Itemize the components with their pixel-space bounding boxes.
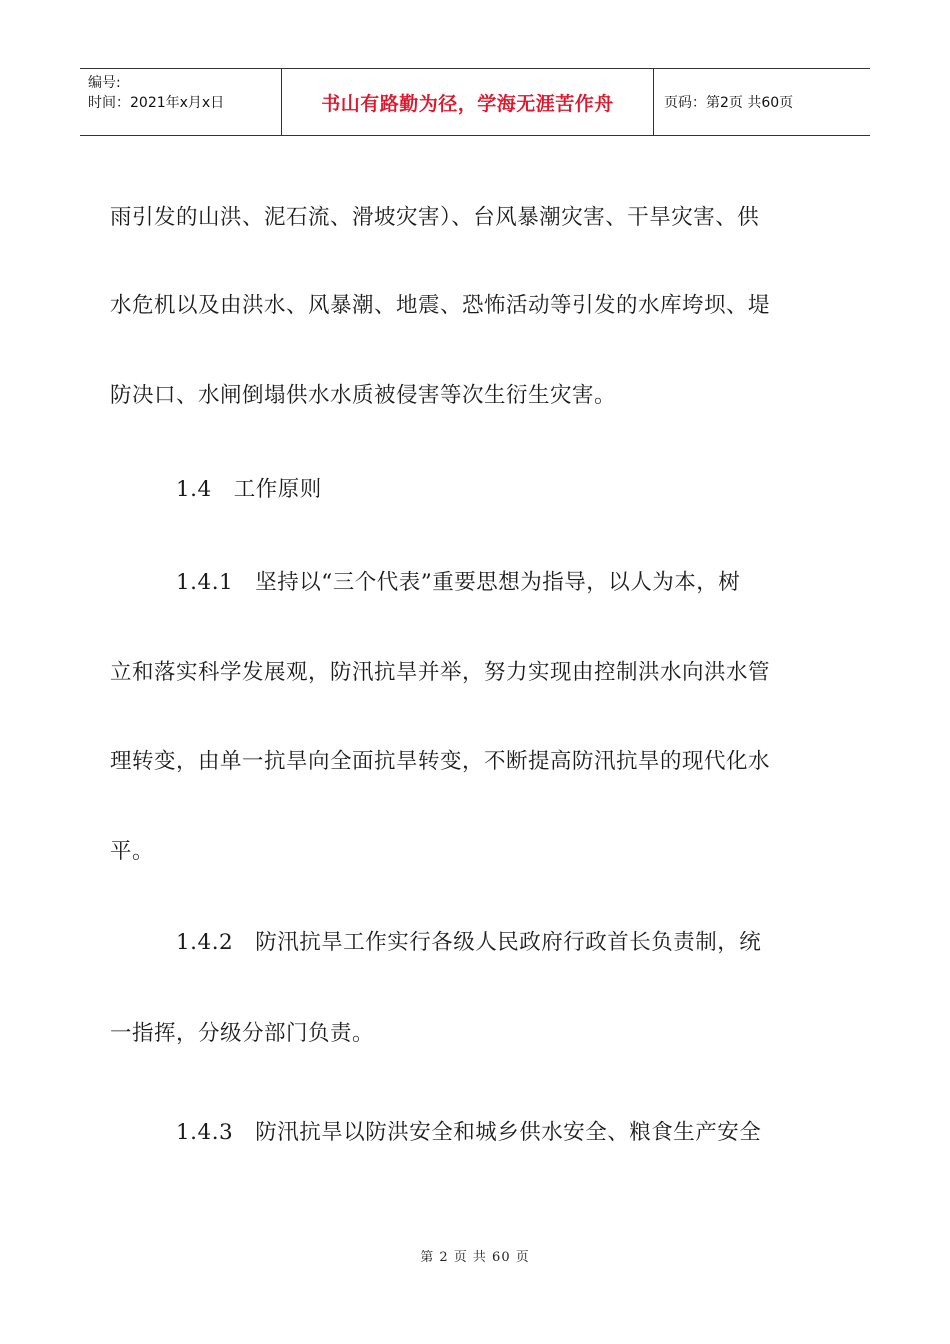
body-line-11: 1.4.3 防汛抗旱以防洪安全和城乡供水安全、粮食生产安全 [110,1120,762,1145]
body-line-2: 水危机以及由洪水、风暴潮、地震、恐怖活动等引发的水库垮坝、堤 [110,293,771,318]
document-number-label: 编号: [88,75,121,91]
body-line-7: 理转变，由单一抗旱向全面抗旱转变，不断提高防汛抗旱的现代化水 [110,749,771,774]
page-footer: 第 2 页 共 60 页 [420,1250,530,1265]
body-line-8: 平。 [110,839,155,864]
body-line-5: 1.4.1 坚持以“三个代表”重要思想为指导，以人为本，树 [110,570,741,595]
body-line-1: 雨引发的山洪、泥石流、滑坡灾害）、台风暴潮灾害、干旱灾害、供 [110,205,760,230]
section-heading-1-4: 1.4 工作原则 [110,477,322,502]
header-page-info: 页码：第2页 共60页 [664,95,794,111]
body-line-3: 防决口、水闸倒塌供水水质被侵害等次生衍生灾害。 [110,383,617,408]
body-line-9: 1.4.2 防汛抗旱工作实行各级人民政府行政首长负责制，统 [110,930,762,955]
document-time-label: 时间：2021年x月x日 [88,95,225,111]
header-table [80,68,870,136]
body-line-6: 立和落实科学发展观，防汛抗旱并举，努力实现由控制洪水向洪水管 [110,660,771,685]
header-motto: 书山有路勤为径，学海无涯苦作舟 [282,69,654,135]
header-meta-cell [80,69,282,135]
body-line-10: 一指挥，分级分部门负责。 [110,1021,375,1046]
